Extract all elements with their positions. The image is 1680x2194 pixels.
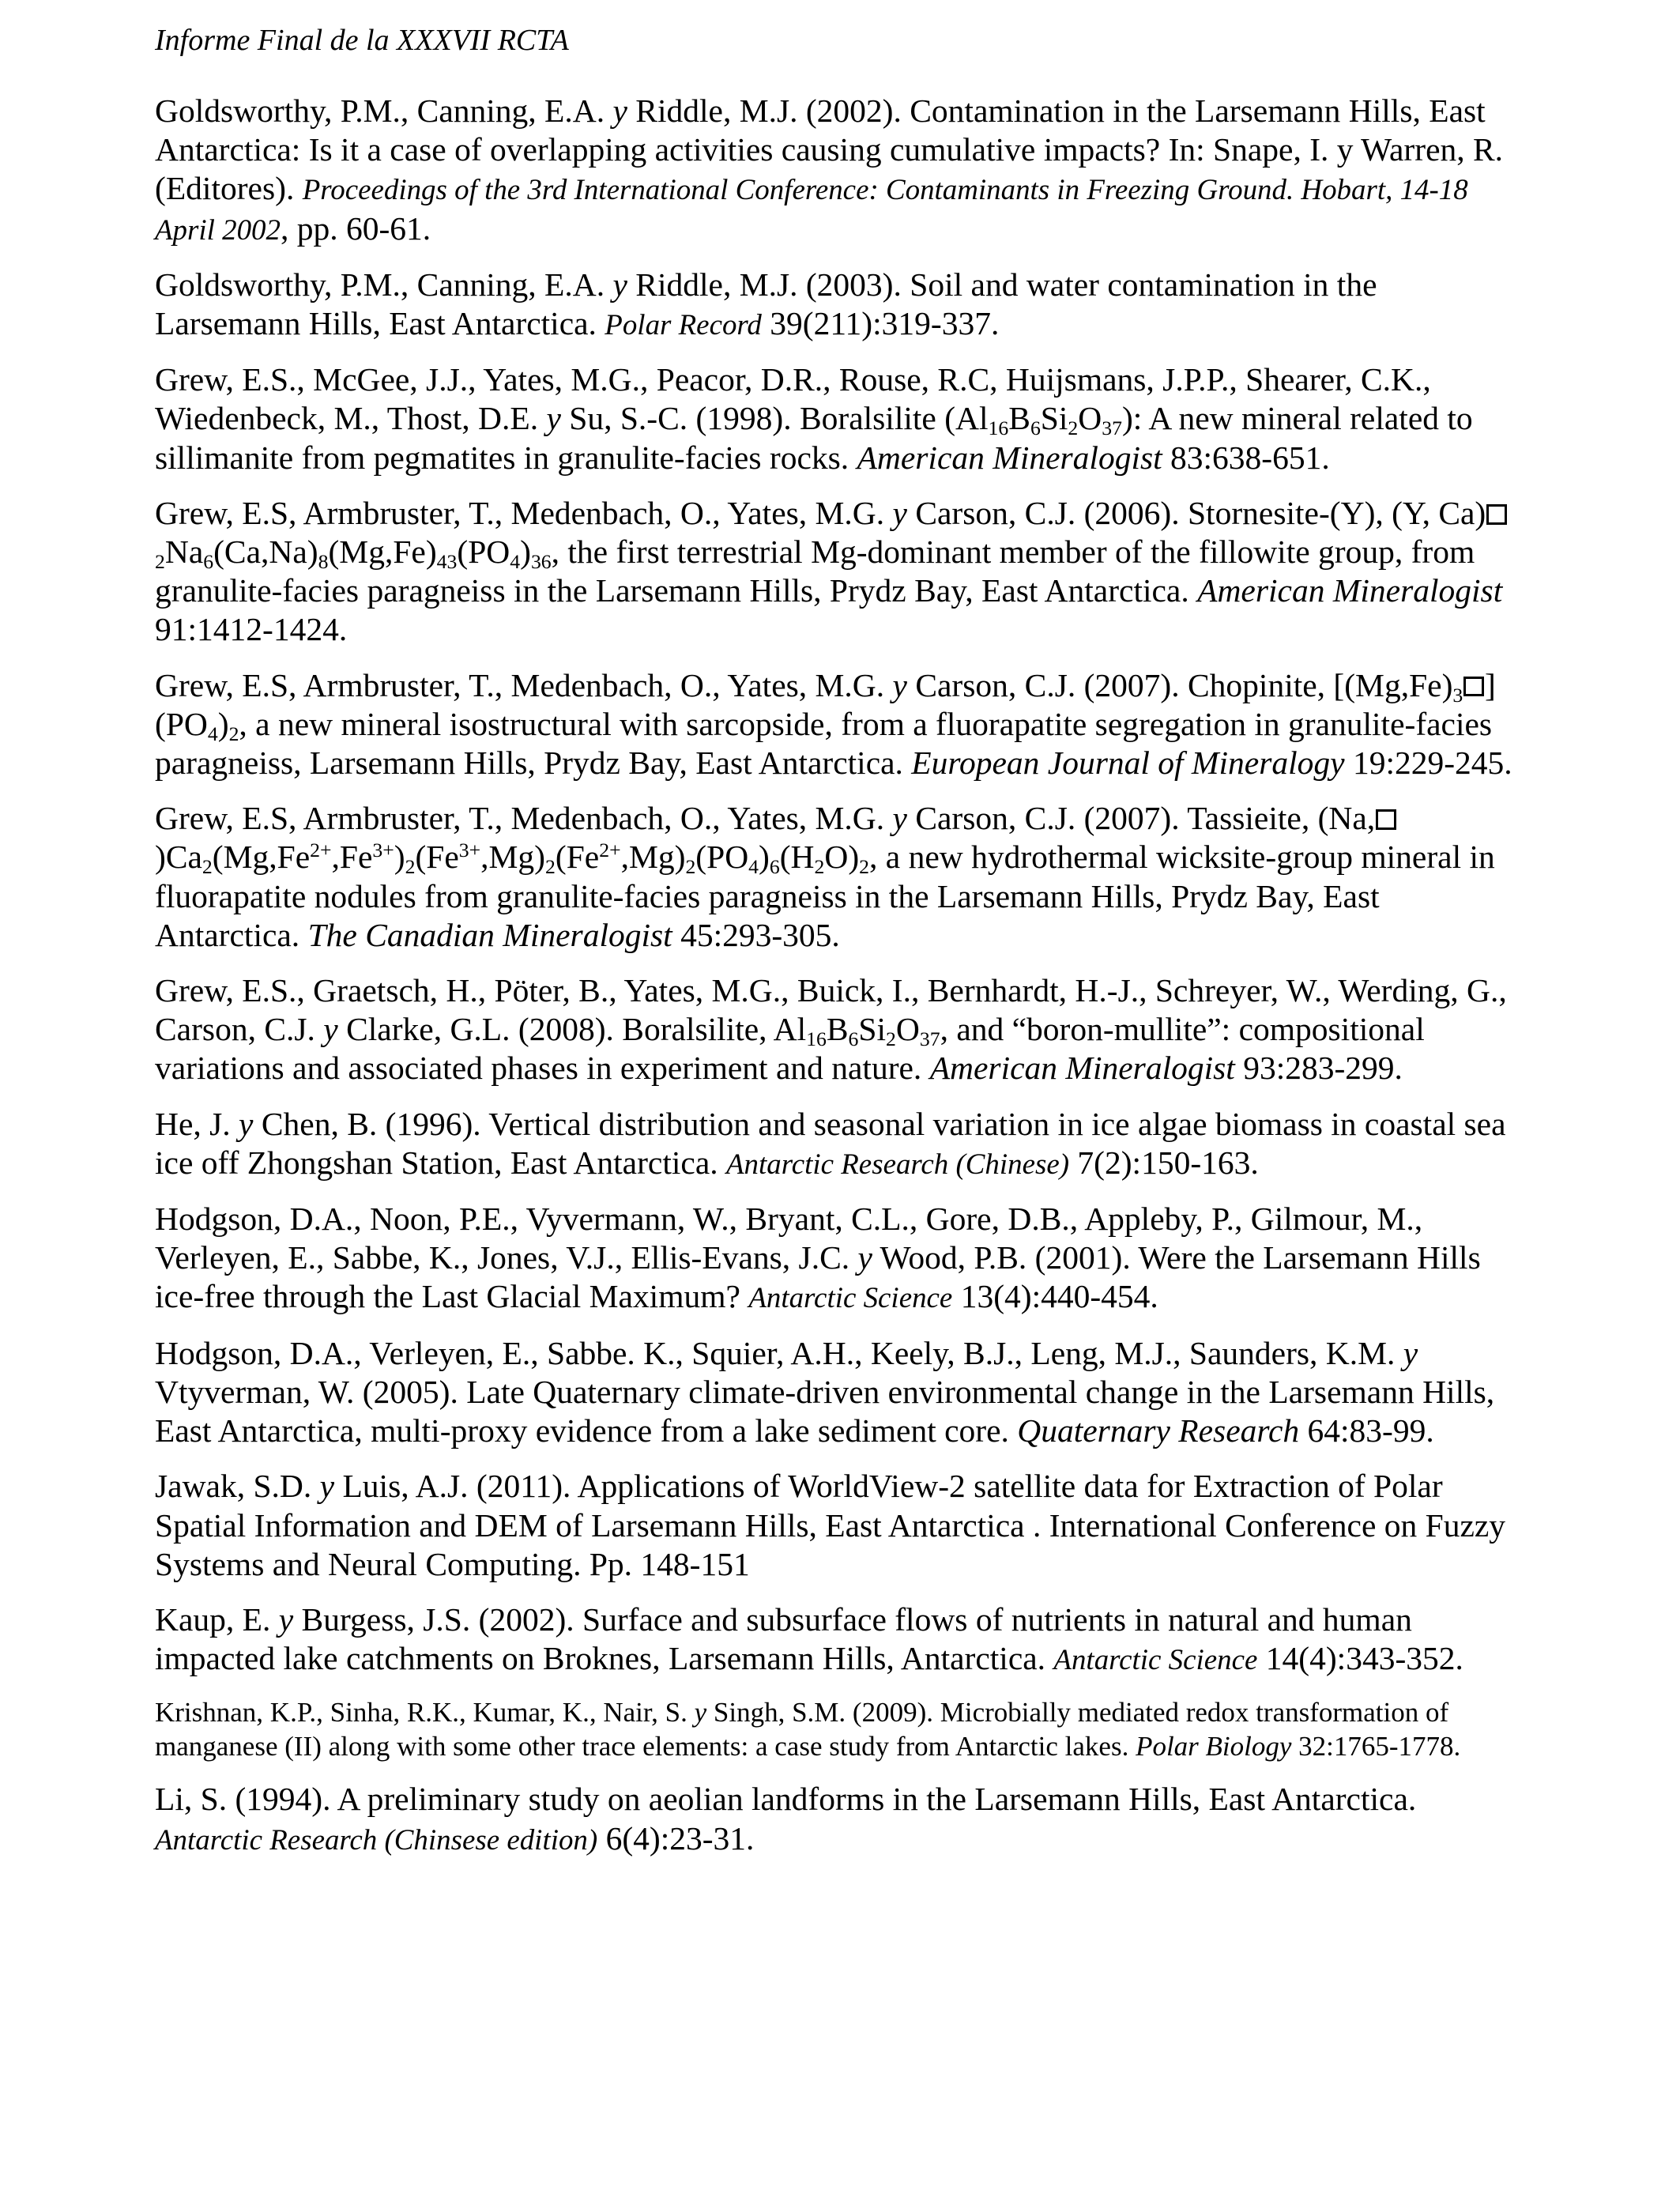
reference-list — [155, 92, 1530, 1875]
journal-title: American Mineralogist — [857, 439, 1162, 476]
reference-item: Hodgson, D.A., Noon, P.E., Vyvermann, W., Bryant, C.L., Gore, D.B., Appleby, P., Gilmour, M., Verleyen, E., Sabbe, K., Jones, V.J., Ellis-Evans, J.C. y Wood, P.B. (2001). Were the Larsemann Hills ice-free through the Last Glacial Maximum? Antarctic Science 13(4):440-454. — [155, 1201, 1481, 1315]
journal-title: Antarctic Research (Chinsese edition) — [155, 1823, 598, 1856]
reference-item: Grew, E.S, Armbruster, T., Medenbach, O., Yates, M.G. y Carson, C.J. (2007). Chopinite, [$(Mg,Fe)_3$ ]$(PO_4)_2$, a new mineral isostructural with sarcopside, from a fluorapatite segregation in granulite-facies paragneiss, Larsemann Hills, Prydz Bay, East Antarctica. European Journal of Mineralogy 19:229-245. — [155, 666, 1512, 782]
vacancy-square-icon — [1376, 809, 1396, 830]
page-header: Informe Final de la XXXVII RCTA — [155, 24, 569, 57]
reference-item: Hodgson, D.A., Verleyen, E., Sabbe. K., Squier, A.H., Keely, B.J., Leng, M.J., Saunders, K.M. y Vtyverman, W. (2005). Late Quaternary climate-driven environmental change in the Larsemann Hills, East Antarctica, multi-proxy evidence from a lake sediment core. Quaternary Research 64:83-99. — [155, 1334, 1495, 1449]
reference-item: Grew, E.S, Armbruster, T., Medenbach, O., Yates, M.G. y Carson, C.J. (2007). Tassieite, $(Na,)Ca_2(Mg,Fe^{2+},Fe^{3+})_2(Fe^{3+},Mg)_2(Fe^{2+},Mg)_2(PO_4)_6(H_2O)_2$, a new hydrothermal wicksite-group mineral in fluorapatite nodules from granulite-facies paragneiss in the Larsemann Hills, Prydz Bay, East Antarctica. The Canadian Mineralogist 45:293-305. — [155, 800, 1495, 953]
journal-title: The Canadian Mineralogist — [307, 916, 672, 953]
journal-title: Proceedings of the 3rd International Conference: Contaminants in Freezing Ground. Hobart, 14-18 April 2002 — [155, 173, 1468, 246]
journal-title: Polar Biology — [1136, 1731, 1292, 1762]
reference-item: Goldsworthy, P.M., Canning, E.A. y Riddle, M.J. (2002). Contamination in the Larsemann Hills, East Antarctica: Is it a case of overlapping activities causing cumulative impacts? In: Snape, I. y Warren, R. (Editores). Proceedings of the 3rd International Conference: Contaminants in Freezing Ground. Hobart, 14-18 April 2002, pp. 60-61. — [155, 92, 1504, 247]
journal-title: American Mineralogist — [1197, 572, 1503, 609]
journal-title: European Journal of Mineralogy — [911, 745, 1345, 782]
vacancy-square-icon — [1463, 677, 1484, 697]
journal-title: Antarctic Research (Chinese) — [726, 1147, 1070, 1180]
journal-title: Polar Record — [605, 308, 762, 341]
journal-title: Antarctic Science — [1053, 1643, 1258, 1676]
reference-item: Grew, E.S., McGee, J.J., Yates, M.G., Peacor, D.R., Rouse, R.C, Huijsmans, J.P.P., Shearer, C.K., Wiedenbeck, M., Thost, D.E. y Su, S.-C. (1998). Boralsilite $(Al_{16}B_6Si_2O_{37})$: A new mineral related to sillimanite from pegmatites in granulite-facies rocks. American Mineralogist 83:638-651. — [155, 361, 1473, 476]
journal-title: Quaternary Research — [1017, 1412, 1300, 1449]
vacancy-square-icon — [1486, 504, 1507, 525]
reference-item: Jawak, S.D. y Luis, A.J. (2011). Applications of WorldView-2 satellite data for Extraction of Polar Spatial Information and DEM of Larsemann Hills, East Antarctica . International Conference on Fuzzy Systems and Neural Computing. Pp. 148-151 — [155, 1468, 1506, 1582]
reference-item: He, J. y Chen, B. (1996). Vertical distribution and seasonal variation in ice algae biomass in coastal sea ice off Zhongshan Station, East Antarctica. Antarctic Research (Chinese) 7(2):150-163. — [155, 1105, 1506, 1181]
reference-item: Goldsworthy, P.M., Canning, E.A. y Riddle, M.J. (2003). Soil and water contamination in the Larsemann Hills, East Antarctica. Polar Record 39(211):319-337. — [155, 266, 1377, 342]
journal-title: American Mineralogist — [929, 1050, 1235, 1087]
journal-title: Antarctic Science — [748, 1281, 953, 1314]
reference-item: Krishnan, K.P., Sinha, R.K., Kumar, K., Nair, S. y Singh, S.M. (2009). Microbially mediated redox transformation of manganese (II) along with some other trace elements: a case study from Antarctic lakes. Polar Biology 32:1765-1778. — [155, 1697, 1461, 1762]
reference-item: Grew, E.S, Armbruster, T., Medenbach, O., Yates, M.G. y Carson, C.J. (2006). Stornesite-(Y), (Y, $Ca)_2Na_6(Ca,Na)_8(Mg,Fe)_{43}(PO_4)_{36}$, the first terrestrial Mg-dominant member of the fillowite group, from granulite-facies paragneiss in the Larsemann Hills, Prydz Bay, East Antarctica. American Mineralogist 91:1412-1424. — [155, 494, 1530, 650]
reference-item: Kaup, E. y Burgess, J.S. (2002). Surface and subsurface flows of nutrients in natural and human impacted lake catchments on Broknes, Larsemann Hills, Antarctica. Antarctic Science 14(4):343-352. — [155, 1600, 1463, 1677]
reference-item: Li, S. (1994). A preliminary study on aeolian landforms in the Larsemann Hills, East Antarctica. Antarctic Research (Chinsese edition) 6(4):23-31. — [155, 1781, 1417, 1857]
reference-item: Grew, E.S., Graetsch, H., Pöter, B., Yates, M.G., Buick, I., Bernhardt, H.-J., Schreyer, W., Werding, G., Carson, C.J. y Clarke, G.L. (2008). Boralsilite, $Al_{16}B_6Si_2O_{37}$, and “boron-mullite”: compositional variations and associated phases in experiment and nature. American Mineralogist 93:283-299. — [155, 972, 1507, 1087]
